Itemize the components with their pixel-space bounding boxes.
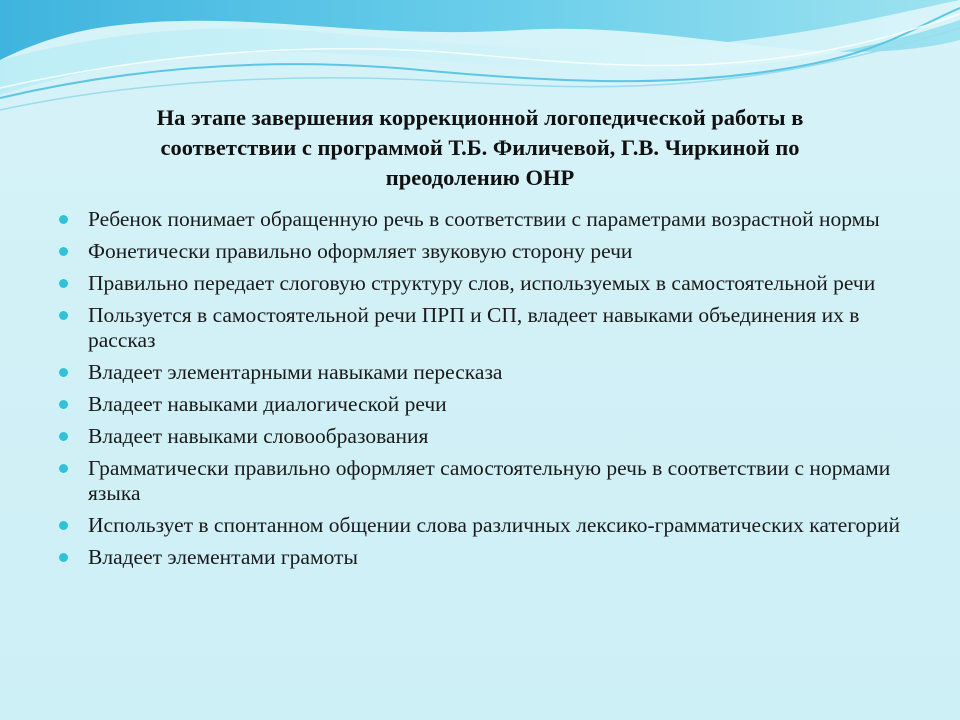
list-item-text: Владеет элементами грамоты	[88, 545, 358, 569]
slide-title	[60, 103, 900, 193]
list-item	[58, 207, 908, 232]
list-item-text: Ребенок понимает обращенную речь в соответствии с параметрами возрастной нормы	[88, 207, 880, 231]
title-line: преодолению ОНР	[385, 165, 575, 190]
list-item	[58, 271, 908, 296]
list-item-text: Грамматически правильно оформляет самостоятельную речь в соответствии с нормами языка	[88, 456, 891, 505]
list-item-text: Фонетически правильно оформляет звуковую сторону речи	[88, 239, 633, 263]
list-item-text: Правильно передает слоговую структуру слов, используемых в самостоятельной речи	[88, 271, 876, 295]
bullet-icon	[59, 400, 68, 409]
title-line: соответствии с программой Т.Б. Филичевой, Г.В. Чиркиной по	[160, 135, 800, 160]
list-item	[58, 239, 908, 264]
list-item	[58, 513, 908, 538]
bullet-icon	[59, 368, 68, 377]
bullet-icon	[59, 521, 68, 530]
bullet-icon	[59, 432, 68, 441]
bullet-icon	[59, 215, 68, 224]
list-item	[58, 545, 908, 570]
bullet-icon	[59, 464, 68, 473]
bullet-icon	[59, 247, 68, 256]
list-item	[58, 456, 908, 506]
list-item-text: Владеет элементарными навыками пересказа	[88, 360, 503, 384]
list-item-text: Пользуется в самостоятельной речи ПРП и СП, владеет навыками объединения их в рассказ	[88, 303, 860, 352]
list-item	[58, 424, 908, 449]
list-item	[58, 392, 908, 417]
bullet-icon	[59, 279, 68, 288]
list-item-text: Владеет навыками словообразования	[88, 424, 429, 448]
bullet-icon	[59, 553, 68, 562]
bullet-icon	[59, 311, 68, 320]
list-item	[58, 303, 908, 353]
list-item-text: Владеет навыками диалогической речи	[88, 392, 447, 416]
title-line: На этапе завершения коррекционной логопедической работы в	[156, 105, 804, 130]
list-item	[58, 360, 908, 385]
list-item-text: Использует в спонтанном общении слова различных лексико-грамматических категорий	[88, 513, 901, 537]
bullet-list	[58, 207, 908, 577]
